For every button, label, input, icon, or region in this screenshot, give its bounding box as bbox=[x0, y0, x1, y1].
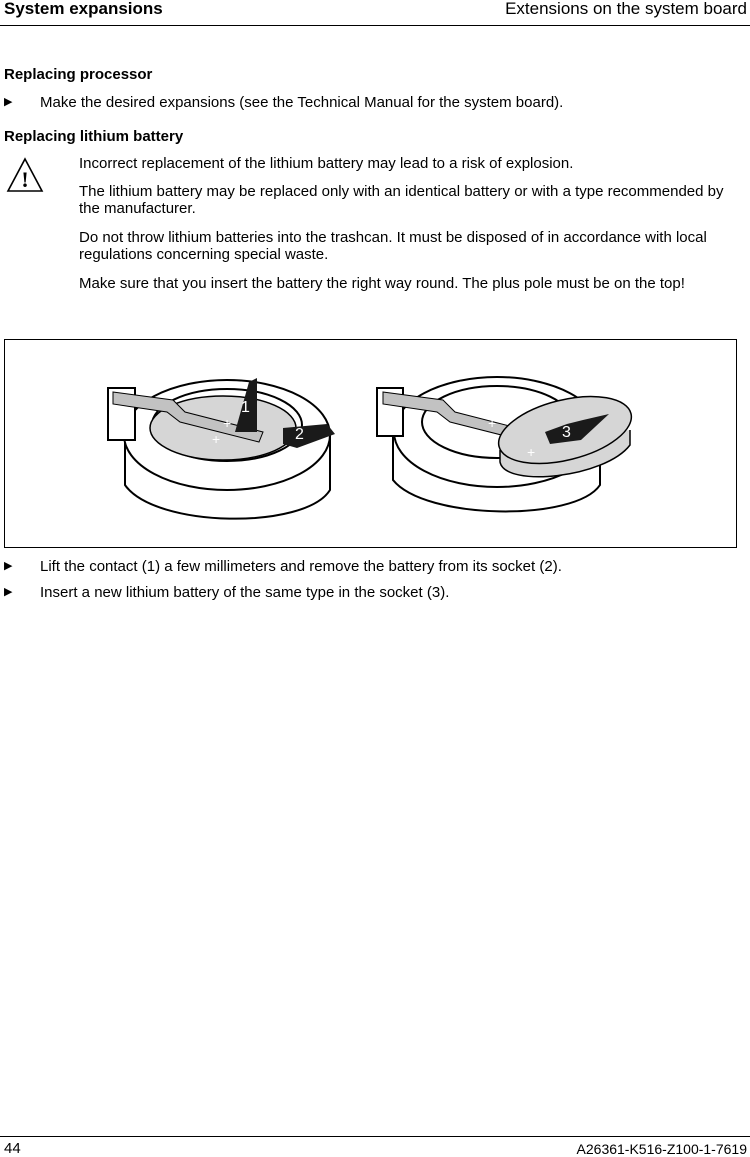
header-chapter-title: Extensions on the system board bbox=[505, 0, 747, 18]
warning-triangle-icon bbox=[6, 157, 44, 193]
callout-2-label: 2 bbox=[295, 426, 304, 443]
plus-sign-1: + bbox=[223, 415, 232, 431]
callout-3-label: 3 bbox=[562, 424, 571, 441]
bullet-arrow-icon: ▶ bbox=[4, 586, 13, 598]
battery-step-insert-text: Insert a new lithium battery of the same type in the socket (3). bbox=[40, 584, 450, 601]
battery-step-remove bbox=[4, 557, 744, 576]
battery-socket-illustration bbox=[5, 340, 736, 547]
heading-replacing-battery: Replacing lithium battery bbox=[4, 128, 184, 145]
warning-identical-battery: The lithium battery may be replaced only with an identical battery or with a type recommended by the manufacturer. bbox=[79, 183, 724, 217]
battery-step-remove-text: Lift the contact (1) a few millimeters and remove the battery from its socket (2). bbox=[40, 558, 562, 575]
plus-sign-4: + bbox=[527, 444, 536, 460]
bullet-arrow-icon: ▶ bbox=[4, 560, 13, 572]
bullet-arrow-icon: ▶ bbox=[4, 96, 13, 108]
header-section-title: System expansions bbox=[4, 0, 163, 18]
footer-rule bbox=[0, 1136, 750, 1137]
plus-sign-3: + bbox=[488, 415, 497, 431]
header-rule bbox=[0, 25, 750, 26]
page-number: 44 bbox=[4, 1140, 21, 1157]
battery-figure bbox=[4, 339, 737, 548]
document-id: A26361-K516-Z100-1-7619 bbox=[576, 1141, 747, 1157]
callout-1-label: 1 bbox=[241, 399, 250, 416]
warning-explosion: Incorrect replacement of the lithium battery may lead to a risk of explosion. bbox=[79, 155, 574, 172]
plus-sign-2: + bbox=[212, 431, 221, 447]
warning-polarity: Make sure that you insert the battery the right way round. The plus pole must be on the top! bbox=[79, 275, 685, 292]
warning-disposal: Do not throw lithium batteries into the trashcan. It must be disposed of in accordance with local regulations concerning special waste. bbox=[79, 229, 707, 263]
svg-text:!: ! bbox=[21, 167, 29, 192]
processor-step bbox=[4, 93, 744, 112]
processor-step-text: Make the desired expansions (see the Technical Manual for the system board). bbox=[40, 94, 564, 111]
battery-step-insert bbox=[4, 583, 744, 602]
heading-replacing-processor: Replacing processor bbox=[4, 66, 153, 83]
